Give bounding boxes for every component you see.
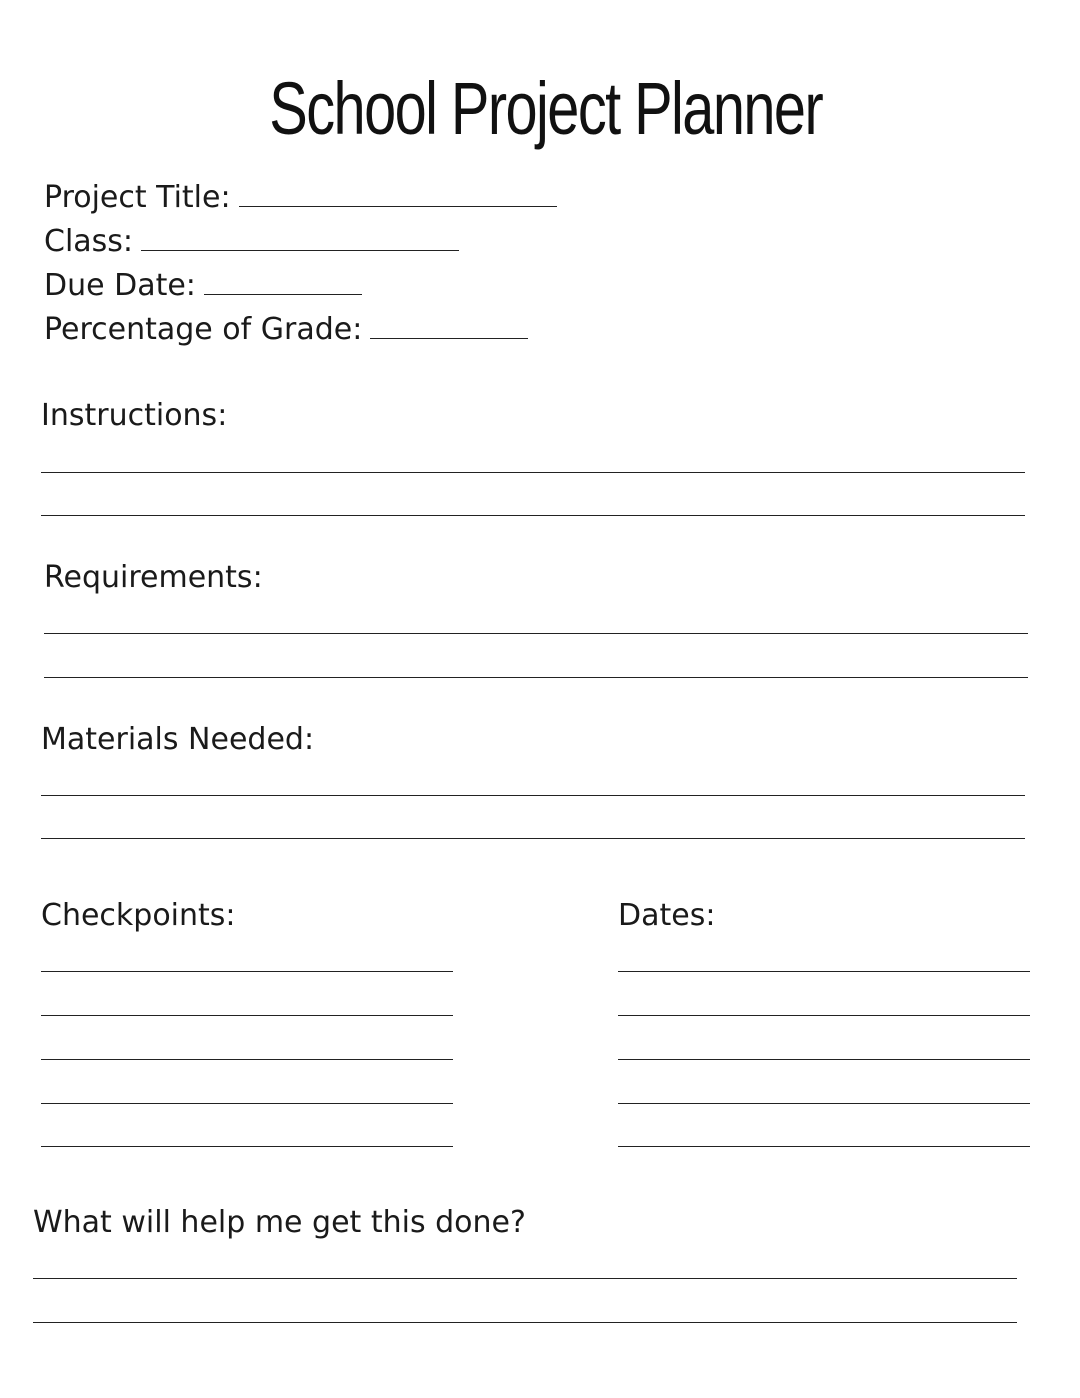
percentage-of-grade-label: Percentage of Grade:	[44, 312, 363, 347]
project-title-blank[interactable]	[239, 178, 557, 207]
class-field	[44, 222, 459, 260]
help-heading: What will help me get this done?	[33, 1205, 526, 1240]
page-title: School Project Planner	[269, 67, 823, 150]
date-line[interactable]	[618, 971, 1030, 972]
percentage-of-grade-blank[interactable]	[370, 310, 528, 339]
checkpoint-line[interactable]	[41, 1015, 453, 1016]
date-line[interactable]	[618, 1103, 1030, 1104]
instructions-line[interactable]	[41, 515, 1025, 516]
date-line[interactable]	[618, 1015, 1030, 1016]
instructions-heading: Instructions:	[41, 398, 228, 433]
checkpoint-line[interactable]	[41, 971, 453, 972]
help-line[interactable]	[33, 1322, 1017, 1323]
date-line[interactable]	[618, 1059, 1030, 1060]
class-blank[interactable]	[141, 222, 459, 251]
materials-line[interactable]	[41, 838, 1025, 839]
help-line[interactable]	[33, 1278, 1017, 1279]
class-label: Class:	[44, 224, 134, 259]
checkpoint-line[interactable]	[41, 1103, 453, 1104]
checkpoint-line[interactable]	[41, 1059, 453, 1060]
requirements-heading: Requirements:	[44, 560, 263, 595]
project-title-label: Project Title:	[44, 180, 231, 215]
due-date-field	[44, 266, 362, 304]
materials-line[interactable]	[41, 795, 1025, 796]
project-title-field	[44, 178, 557, 216]
materials-needed-heading: Materials Needed:	[41, 722, 315, 757]
requirements-line[interactable]	[44, 677, 1028, 678]
date-line[interactable]	[618, 1146, 1030, 1147]
checkpoint-line[interactable]	[41, 1146, 453, 1147]
checkpoints-heading: Checkpoints:	[41, 898, 236, 933]
due-date-blank[interactable]	[204, 266, 362, 295]
instructions-line[interactable]	[41, 472, 1025, 473]
due-date-label: Due Date:	[44, 268, 196, 303]
dates-heading: Dates:	[618, 898, 716, 933]
percentage-of-grade-field	[44, 310, 528, 348]
requirements-line[interactable]	[44, 633, 1028, 634]
